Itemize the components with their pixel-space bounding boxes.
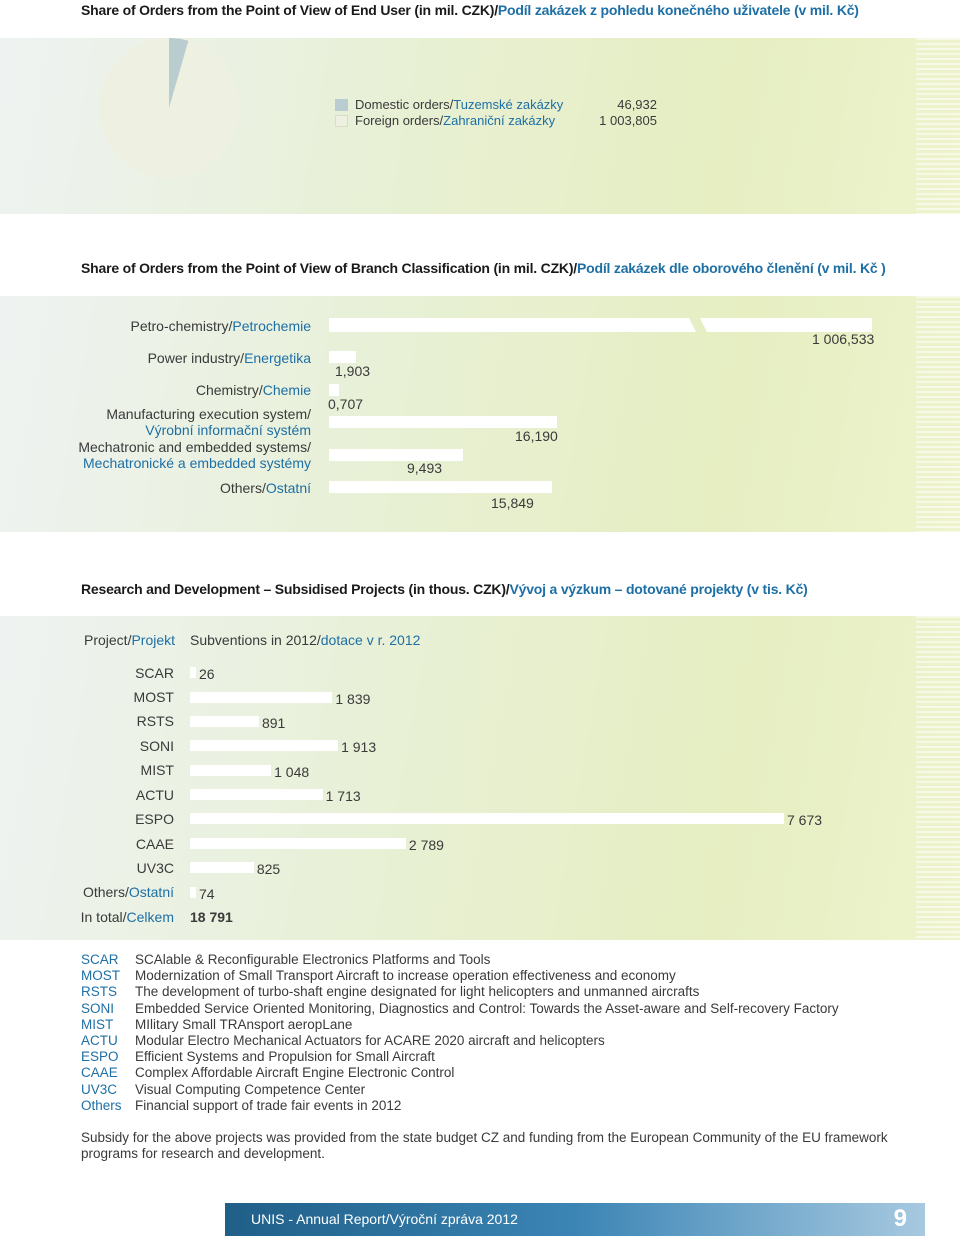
glossary-item: MOST Modernization of Small Transport Aircraft to increase operation effectiveness and economy: [81, 968, 676, 984]
column-header-subventions: Subventions in 2012/dotace v r. 2012: [190, 632, 421, 648]
legend-swatch-foreign: [335, 115, 348, 127]
rnd-value-scar: 26: [199, 666, 215, 682]
glossary-item: RSTS The development of turbo-shaft engine designated for light helicopters and unmanned aircrafts: [81, 984, 700, 1000]
section2-title: Share of Orders from the Point of View of Branch Classification (in mil. CZK)/Podíl zakázek dle oborového členění (v mil. Kč ): [81, 260, 886, 276]
branch-label-mes: Manufacturing execution system/ Výrobní informační systém: [106, 406, 311, 438]
glossary: [81, 952, 941, 1114]
branch-label-others: Others/Ostatní: [219, 480, 311, 496]
branch-value-mes: 16,190: [515, 428, 558, 444]
branch-bar-power: [329, 351, 356, 363]
branch-value-petrochemistry: 1 006,533: [812, 331, 875, 347]
pie-chart: [96, 38, 242, 178]
band-stripes-2: [916, 296, 960, 532]
glossary-item: MIST MIlitary Small TRAnsport aeropLane: [81, 1016, 353, 1032]
rnd-value-soni: 1 913: [341, 739, 377, 755]
glossary-item: ESPO Efficient Systems and Propulsion for Small Aircraft: [81, 1049, 435, 1065]
rnd-label-scar: SCAR: [135, 665, 174, 681]
legend-value-domestic: 46,932: [617, 97, 657, 112]
rnd-value-others: 74: [199, 886, 215, 902]
rnd-total-value: 18 791: [190, 909, 233, 925]
rnd-label-rsts: RSTS: [136, 713, 174, 729]
footer-bar: [225, 1203, 925, 1236]
branch-value-power: 1,903: [335, 363, 371, 379]
rnd-bar-uv3c: [190, 862, 254, 873]
rnd-bar-caae: [190, 838, 406, 849]
rnd-bar-soni: [190, 740, 338, 751]
rnd-bar-mist: [190, 765, 271, 776]
branch-label-chemistry: Chemistry/Chemie: [195, 382, 311, 398]
rnd-value-mist: 1 048: [274, 764, 310, 780]
branch-value-mechatronic: 9,493: [407, 460, 443, 476]
rnd-label-caae: CAAE: [135, 836, 174, 852]
rnd-value-actu: 1 713: [325, 788, 361, 804]
rnd-label-total: In total/Celkem: [80, 909, 174, 925]
rnd-bar-most: [190, 692, 332, 703]
glossary-item: Others Financial support of trade fair events in 2012: [81, 1097, 402, 1113]
rnd-bar-actu: [190, 789, 323, 800]
branch-bar-petrochemistry: [329, 318, 874, 332]
rnd-value-most: 1 839: [335, 691, 371, 707]
branch-bar-others: [329, 481, 552, 493]
band-stripes-3: [916, 616, 960, 940]
rnd-bar-rsts: [190, 716, 259, 727]
legend-item-domestic: Domestic orders/Tuzemské zakázky 46,932: [335, 97, 665, 113]
rnd-bar-scar: [190, 667, 196, 678]
branch-value-others: 15,849: [491, 495, 534, 511]
rnd-label-mist: MIST: [140, 762, 174, 778]
rnd-label-uv3c: UV3C: [136, 860, 174, 876]
glossary-item: ACTU Modular Electro Mechanical Actuators for ACARE 2020 aircraft and helicopters: [81, 1033, 605, 1049]
rnd-value-espo: 7 673: [787, 812, 823, 828]
rnd-label-soni: SONI: [139, 738, 174, 754]
rnd-value-rsts: 891: [261, 715, 286, 731]
rnd-label-most: MOST: [133, 689, 174, 705]
section3-title: Research and Development – Subsidised Projects (in thous. CZK)/Vývoj a výzkum – dotované projekty (v tis. Kč): [81, 581, 808, 597]
glossary-item: CAAE Complex Affordable Aircraft Engine Electronic Control: [81, 1065, 455, 1081]
footer-text: UNIS - Annual Report/Výroční zpráva 2012: [251, 1211, 518, 1227]
rnd-label-espo: ESPO: [135, 811, 174, 827]
rnd-value-uv3c: 825: [256, 861, 281, 877]
branch-label-petrochemistry: Petro-chemistry/Petrochemie: [130, 318, 311, 334]
rnd-bar-others: [190, 887, 196, 898]
rnd-bar-espo: [190, 813, 784, 824]
subsidy-note: Subsidy for the above projects was provided from the state budget CZ and funding from the European Community of the EU framework programs for research and development.: [81, 1130, 888, 1161]
branch-bar-mes: [329, 416, 557, 428]
glossary-item: SONI Embedded Service Oriented Monitoring, Diagnostics and Control: Towards the Asset-aware and Self-recovery Factory: [81, 1000, 839, 1016]
column-header-project: Project/Projekt: [84, 632, 176, 648]
section1-title: Share of Orders from the Point of View of End User (in mil. CZK)/Podíl zakázek z pohledu konečného uživatele (v mil. Kč): [81, 2, 859, 18]
rnd-label-others: Others/Ostatní: [82, 884, 174, 900]
rnd-label-actu: ACTU: [135, 787, 174, 803]
branch-bar-mechatronic: [329, 449, 463, 461]
glossary-item: UV3C Visual Computing Competence Center: [81, 1081, 366, 1097]
legend-item-foreign: Foreign orders/Zahraniční zakázky 1 003,805: [335, 113, 665, 129]
branch-label-mechatronic: Mechatronic and embedded systems/ Mechatronické a embedded systémy: [78, 439, 311, 471]
branch-label-power: Power industry/Energetika: [147, 350, 311, 366]
glossary-item: SCAR SCAlable & Reconfigurable Electronics Platforms and Tools: [81, 952, 491, 967]
legend-value-foreign: 1 003,805: [599, 113, 657, 128]
rnd-value-caae: 2 789: [408, 837, 444, 853]
page-number: 9: [893, 1205, 907, 1232]
band-stripes: [916, 38, 960, 214]
legend-swatch-domestic: [335, 99, 348, 111]
branch-value-chemistry: 0,707: [328, 396, 364, 412]
pie-legend: [335, 97, 665, 129]
branch-bar-chemistry: [329, 384, 339, 396]
